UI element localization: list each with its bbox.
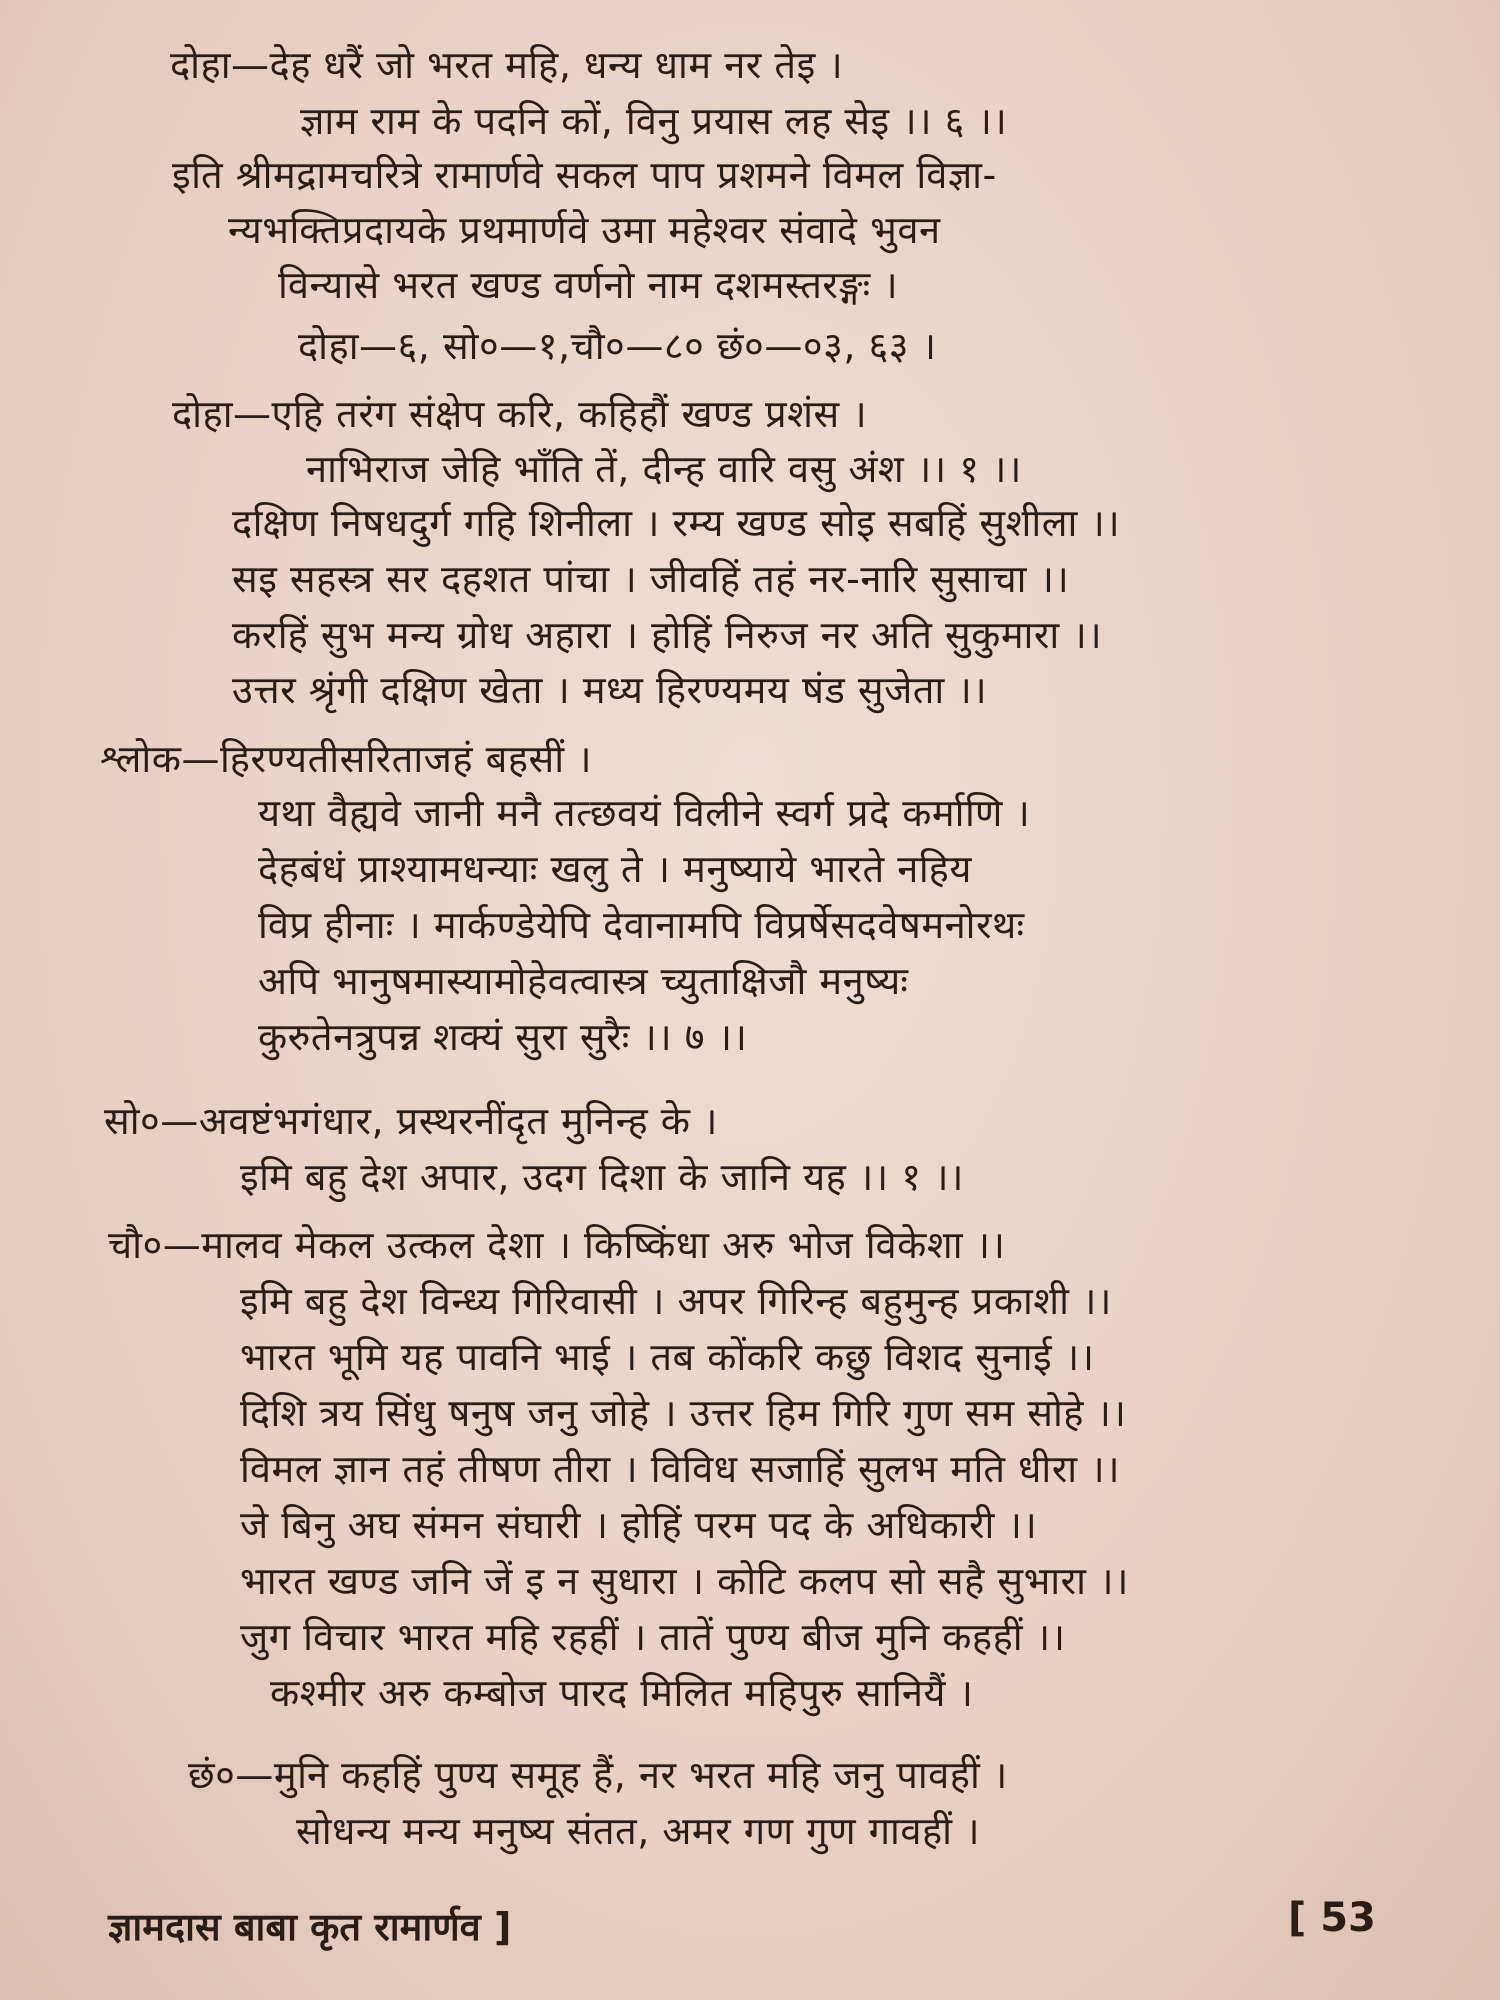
book-title-footer: ज्ञामदास बाबा कृत रामार्णव ] — [108, 1905, 512, 1949]
text-line: विन्यासे भरत खण्ड वर्णनो नाम दशमस्तरङ्गः । — [278, 263, 899, 307]
text-line: सोधन्य मन्य मनुष्य संतत, अमर गण गुण गावहीं । — [296, 1809, 981, 1853]
text-line: सइ सहस्त्र सर दहशत पांचा । जीवहिं तहं नर-नारि सुसाचा ।। — [232, 557, 1070, 601]
text-line: इमि बहु देश अपार, उदग दिशा के जानि यह ।। १ ।। — [240, 1155, 964, 1199]
text-line: दक्षिण निषधदुर्ग गहि शिनीला । रम्य खण्ड सोइ सबहिं सुशीला ।। — [232, 501, 1121, 545]
text-line: चौ०—मालव मेकल उत्कल देशा । किष्किंधा अरु भोज विकेशा ।। — [108, 1223, 1006, 1267]
text-line: दोहा—देह धरैं जो भरत महि, धन्य धाम नर तेइ । — [170, 43, 844, 87]
text-line: अपि भानुषमास्यामोहेवत्वास्त्र च्युताक्षिजौ मनुष्यः — [258, 959, 909, 1003]
text-line: भारत खण्ड जनि जें इ न सुधारा । कोटि कलप सो सहै सुभारा ।। — [240, 1559, 1129, 1603]
text-line: भारत भूमि यह पावनि भाई । तब कोंकरि कछु विशद सुनाई ।। — [240, 1335, 1095, 1379]
page-number: [ 53 — [1288, 1895, 1376, 1941]
text-line: कुरुतेनत्रुपन्न शक्यं सुरा सुरैः ।। ७ ।। — [258, 1015, 748, 1059]
text-line: कश्मीर अरु कम्बोज पारद मिलित महिपुरु सानियैं । — [270, 1671, 974, 1715]
text-line: देहबंधं प्राश्यामधन्याः खलु ते । मनुष्याये भारते नहिय — [258, 847, 972, 891]
text-line: यथा वैह्यवे जानी मनै तत्छवयं विलीने स्वर्ग प्रदे कर्माणि । — [258, 791, 1031, 835]
text-line: इमि बहु देश विन्ध्य गिरिवासी । अपर गिरिन्ह बहुमुन्ह प्रकाशी ।। — [240, 1279, 1112, 1323]
text-line: न्यभक्तिप्रदायके प्रथमार्णवे उमा महेश्वर संवादे भुवन — [228, 208, 941, 252]
text-line: करहिं सुभ मन्य ग्रोध अहारा । होहिं निरुज नर अति सुकुमारा ।। — [232, 613, 1103, 657]
text-line: उत्तर श्रृंगी दक्षिण खेता । मध्य हिरण्यमय षंड सुजेता ।। — [232, 668, 988, 712]
text-line: विप्र हीनाः । मार्कण्डेयेपि देवानामपि विप्रर्षेसदवेषमनोरथः — [258, 903, 1025, 947]
text-line: जुग विचार भारत महि रहहीं । तातें पुण्य बीज मुनि कहहीं ।। — [240, 1615, 1066, 1659]
text-line: सो०—अवष्टंभगंधार, प्रस्थरनींदृत मुनिन्ह के । — [104, 1099, 718, 1143]
text-line: इति श्रीमद्रामचरित्रे रामार्णवे सकल पाप प्रशमने विमल विज्ञा- — [172, 153, 997, 197]
text-line: ज्ञाम राम के पदनि कों, विनु प्रयास लह सेइ ।। ६ ।। — [300, 99, 1008, 143]
text-line: छं०—मुनि कहहिं पुण्य समूह हैं, नर भरत महि जनु पावहीं । — [188, 1753, 1008, 1797]
text-line: दोहा—एहि तरंग संक्षेप करि, कहिहौं खण्ड प्रशंस । — [172, 392, 868, 436]
text-line: दोहा—६, सो०—१,चौ०—८० छं०—०३, ६३ । — [298, 324, 937, 368]
text-line: दिशि त्रय सिंधु षनुष जनु जोहे । उत्तर हिम गिरि गुण सम सोहे ।। — [240, 1391, 1127, 1435]
text-line: श्लोक—हिरण्यतीसरिताजहं बहसीं । — [100, 737, 593, 781]
text-line: विमल ज्ञान तहं तीषण तीरा । विविध सजाहिं सुलभ मति धीरा ।। — [240, 1447, 1121, 1491]
text-line: जे बिनु अघ संमन संघारी । होहिं परम पद के अधिकारी ।। — [240, 1503, 1038, 1547]
text-line: नाभिराज जेहि भाँति तें, दीन्ह वारि वसु अंश ।। १ ।। — [306, 447, 1022, 491]
